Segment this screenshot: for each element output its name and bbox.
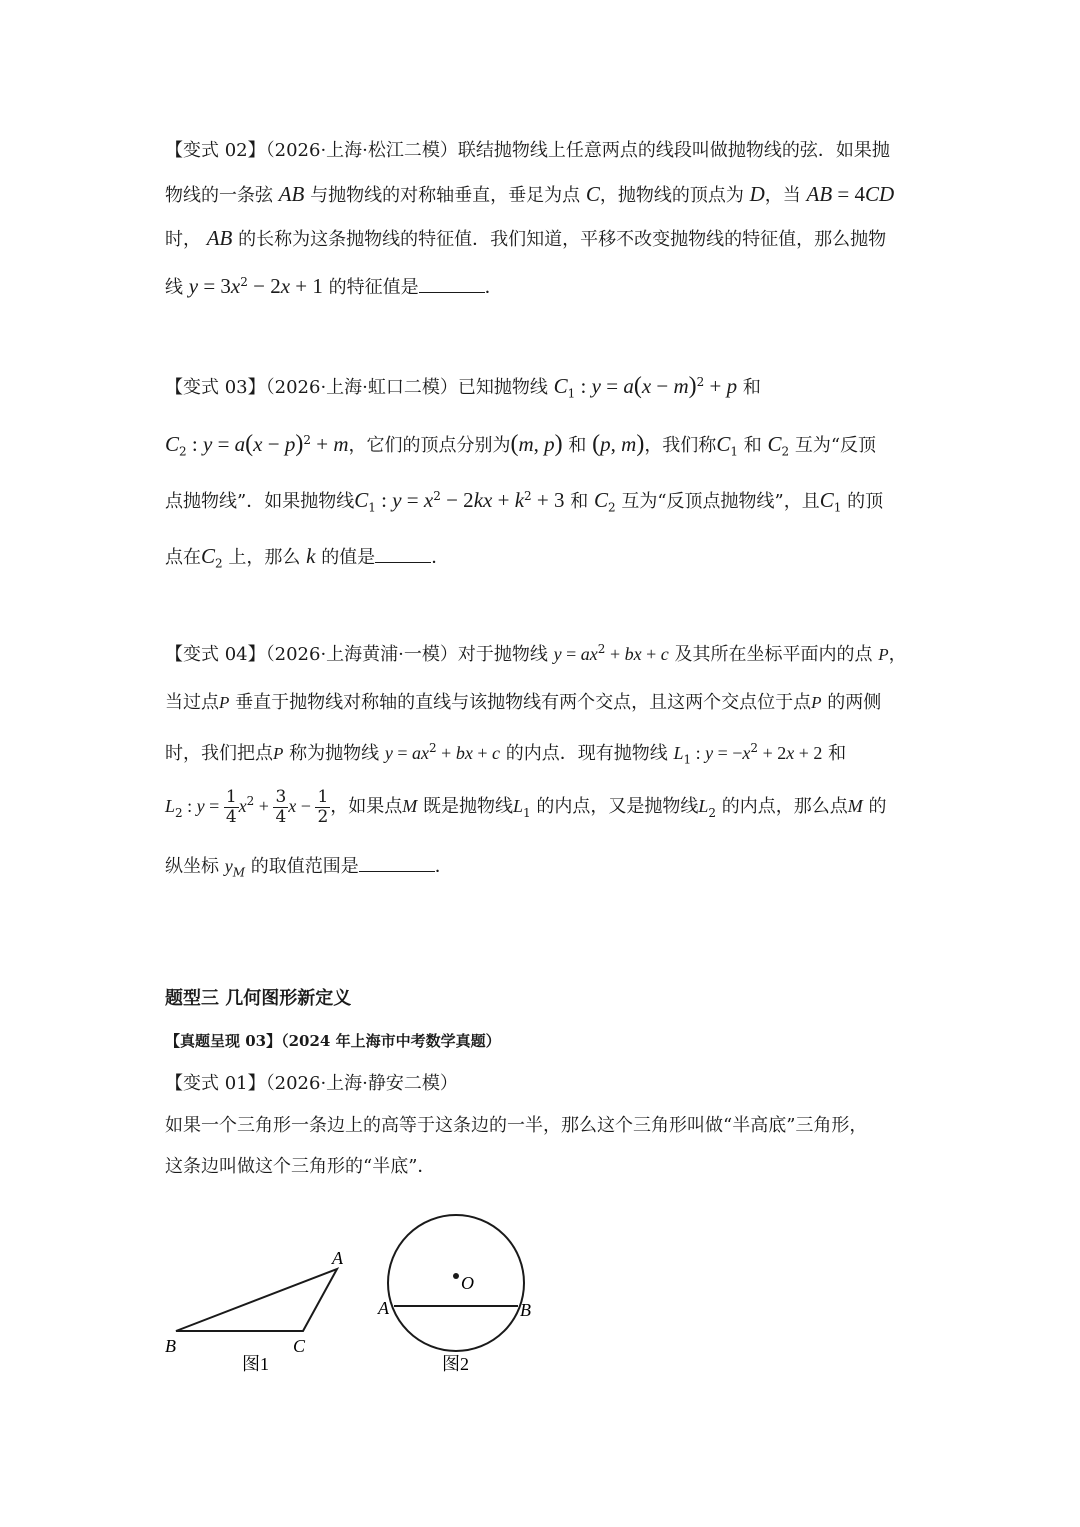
label-B: B <box>520 1300 531 1320</box>
v01-line <box>165 1075 458 1093</box>
math-AB: AB <box>206 226 233 250</box>
p02-source: （2026·上海·松江二模） <box>265 140 458 161</box>
figure-1-triangle <box>160 1240 360 1380</box>
label-A: A <box>378 1298 389 1318</box>
p04-line3: 时，我们把点P 称为抛物线 $y = ax^2$ + bx + c 的内点．现有抛物线 $L_1$ : $y = -x^2 + 2x + 2$ 和 <box>165 741 847 767</box>
p03-line2: $C_2$ : $y = a(x - p)^2 + m$，它们的顶点分别为(m, p) 和 (p, m)，我们称$C_1$ 和 $C_2$ 互为“反顶 <box>165 431 877 459</box>
p02-line3: 时， AB 的长称为这条抛物线的特征值．我们知道，平移不改变抛物线的特征值，那么抛物 <box>165 226 887 250</box>
p02-line4: 线 $y = 3x^2 - 2x + 1$ 的特征值是 ． <box>165 274 503 298</box>
label-O: O <box>461 1273 474 1293</box>
answer-blank[interactable] <box>375 561 431 563</box>
p04-source: （2026·上海黄浦·一模） <box>265 644 458 665</box>
p03-line1: 【变式 03】（2026·上海·虹口二模）已知抛物线 $C_1$ : $y = a(x - m)^2 + p$ 和 <box>165 373 761 401</box>
section-title: 题型三 几何图形新定义 <box>165 988 352 1009</box>
math-AB-4CD: AB <box>806 182 833 206</box>
label-A: A <box>332 1248 343 1268</box>
p03-source: （2026·上海·虹口二模） <box>265 377 458 398</box>
figure-2-circle <box>370 1200 550 1380</box>
answer-blank[interactable] <box>419 291 485 293</box>
definition-para-1: 如果一个三角形一条边上的高等于这条边的一半，那么这个三角形叫做“半高底”三角形， <box>165 1115 868 1136</box>
figure-2-caption: 图2 <box>442 1354 469 1374</box>
p02-line1 <box>165 142 890 160</box>
p02-tag: 【变式 02】 <box>165 140 266 161</box>
real-exam-tag: 【真题呈现 03】（2024 年上海市中考数学真题） <box>165 1032 501 1050</box>
answer-blank[interactable] <box>359 870 435 872</box>
triangle-ABC <box>176 1269 337 1331</box>
p04-line4: $L_2$ : y = $\frac{1}{4}$ $x^2$ + $\frac{3}{4}$ x − $\frac{1}{2}$ ，如果点M 既是抛物线$L_1$ 的内点，又是抛物线$L_2$ 的内点，那么点M 的 <box>165 787 887 827</box>
math-AB: AB <box>278 182 305 206</box>
p04-line5: 纵坐标 $y_M$ 的取值范围是 ． <box>165 856 453 880</box>
p03-line4: 点在$C_2$ 上，那么 k 的值是 ． <box>165 544 450 571</box>
circle-O <box>388 1215 524 1351</box>
p02-line2: 物线的一条弦 AB 与抛物线的对称轴垂直，垂足为点 C，抛物线的顶点为 D，当 AB = 4CD <box>165 182 895 206</box>
label-C: C <box>293 1336 306 1356</box>
p04-line1: 【变式 04】（2026·上海黄浦·一模）对于抛物线 $y = ax^2$ + bx + c 及其所在坐标平面内的点 P， <box>165 642 907 665</box>
p03-tag: 【变式 03】 <box>165 377 266 398</box>
v01-tag: 【变式 01】 <box>165 1073 266 1094</box>
p04-line2: 当过点P 垂直于抛物线对称轴的直线与该抛物线有两个交点，且这两个交点位于点P 的两侧 <box>165 692 882 713</box>
p04-tag: 【变式 04】 <box>165 644 266 665</box>
math-D: D <box>749 182 765 206</box>
p02-text: 联结抛物线上任意两点的线段叫做抛物线的弦．如果抛 <box>457 140 890 161</box>
math-C: C <box>585 182 600 206</box>
definition-para-2: 这条边叫做这个三角形的“半底”． <box>165 1156 436 1177</box>
figure-1-caption: 图1 <box>242 1354 269 1374</box>
label-B: B <box>165 1336 176 1356</box>
center-point <box>453 1273 459 1279</box>
v01-source: （2026·上海·静安二模） <box>265 1073 458 1094</box>
p03-line3: 点抛物线”．如果抛物线$C_1$ : $y = x^2 - 2kx + k^2 + 3$ 和 $C_2$ 互为“反顶点抛物线”，且$C_1$ 的顶 <box>165 488 884 515</box>
math-parabola: y <box>188 274 199 298</box>
